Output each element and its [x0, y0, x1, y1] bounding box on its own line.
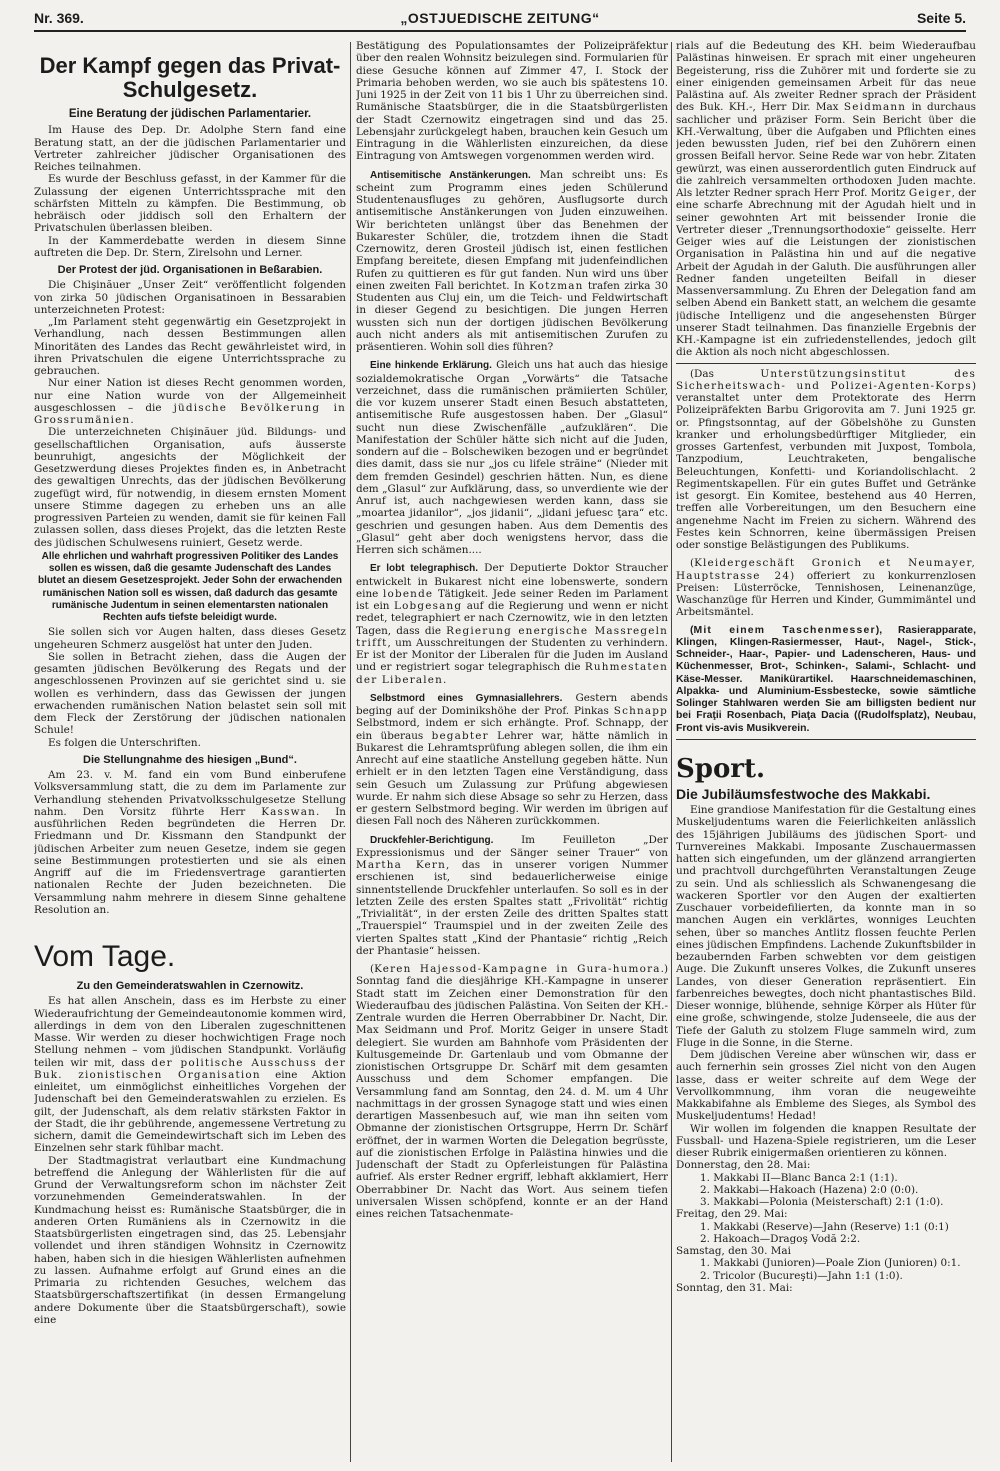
- spaced-text: Kotzman: [529, 279, 584, 292]
- spaced-text: Ruhmestaten der Liberalen: [356, 661, 668, 686]
- paragraph: [356, 562, 668, 686]
- section-title-sport: Sport.: [676, 753, 766, 784]
- column-3: [676, 40, 976, 1465]
- text-run: , das in unserer vorigen Nummer erschienen ist, sind bedauerlicherweise einige sinnentstellende Druckfehler unterlaufen. So soll es in der letzten Zeile des ersten Spaltes statt „Frivolität“ richtig „Trivialität“, in der ersten Zeile des dritten Spaltes statt „Trauerspiel“ Traumspiel und in der zweiten Zeile des vierten Spaltes statt „Kind der Phantasie“ richtig „Reich der Phantasie“ heissen.: [356, 859, 668, 957]
- paragraph: [356, 692, 668, 828]
- spaced-text: jüdische Bevölkerung in Grossrumänien: [34, 401, 346, 426]
- paragraph: [34, 769, 346, 916]
- text-run: Am 23. v. M. fand ein vom Bund einberufene Volksversammlung statt, die zu dem im Parlamente zur Verhandlung stehenden Privatvolksschulgesetze Stellung nahm. Den Vorsitz führte Herr: [34, 769, 346, 818]
- text-run: trafen zirka 30 Studenten aus Cluj ein, um die Teich- und Feldwirtschaft in dieser Gegend zu besichtigen. Die jungen Herren wussten sich nun der dortigen jüdischen Bevölkerung auch nicht anders als mit antisemitischen Zurufen zu präsentieren. Wohin soll dies führen?: [356, 279, 668, 353]
- paragraph: Sie sollen sich vor Augen halten, dass dieses Gesetz ungeheuren Schmerz ausgelöst hat unter den Juden.: [34, 626, 346, 651]
- text-run: (: [690, 624, 694, 636]
- paragraph: Sie sollen in Betracht ziehen, dass die Augen der gesamten jüdischen Bevölkerung des Regats und der angeschlossenen Provinzen auf sie gerichtet sind u. sie wollen es verhindern, dass das Gewissen der jungen erwachenden rumänischen Nation belastet sein soll mit dem Fleck der Zerstörung der jüdischen nationalen Schule!: [34, 650, 346, 737]
- paragraph: Es wurde der Beschluss gefasst, in der Kammer für die Zulassung der eigenen Unterrichtssprache mit den schärfsten Mitteln zu kämpfen. Die Bestimmung, ob hebräisch oder jiddisch soll den Erhaltern der Privatschulen überlassen bleiben.: [34, 173, 346, 235]
- paragraph: Im Hause des Dep. Dr. Adolphe Stern fand eine Beratung statt, an der die jüdischen Parlamentarier und Vertreter zahlreicher jüdischer Organisationen des Reiches teilnahmen.: [34, 124, 346, 173]
- text-run: Nur einer Nation ist dieses Recht genommen worden, nur eine Nation wurde von der Allgemeinheit ausgeschlossen – die: [34, 377, 346, 414]
- divider: [676, 363, 976, 364]
- text-run: , um Ausschreitungen der Studenten zu verhindern. Er ist der Monitor der Liberalen für die Juden im Ausland und er registriert sogar telegraphisch die: [356, 636, 668, 674]
- match-results: [676, 1159, 976, 1294]
- spaced-text: lobende: [383, 587, 434, 600]
- paragraph: [34, 995, 346, 1154]
- spaced-text: Kasswan: [261, 805, 316, 818]
- match-result: 2. Makkabi—Hakoach (Hazena) 2:0 (0:0).: [700, 1183, 919, 1196]
- match-result: 3. Makkabi—Polonia (Meisterschaft) 2:1 (1:0).: [700, 1196, 944, 1208]
- article-subheadline: Eine Beratung der jüdischen Parlamentarier.: [68, 108, 312, 120]
- paragraph: [676, 40, 976, 359]
- spaced-text: Seidmann: [843, 101, 907, 114]
- article-headline: Der Kampf gegen das Privat-Schulgesetz.: [39, 53, 341, 102]
- text-run: , der eine scharfe Abrechnung mit der Agudah hielt und in seiner gewohnten Art mit beissender Ironie die Vertreter dieser „Trennungsorthodoxie“ geisselte. Herr Geiger wies auf die Leistungen der zionistischen Organisation in Palästina hin und auf die negative Arbeit der Agudah in der Galuth. Die ausführungen aller Redner fanden ungeteilten Beifall in dieser Massenversammlung. Zu Ehren der Delegation fand am selben Abend ein Bankett statt, an welchem die gesamte jüdische Intelligenz und die angesehensten Bürger unserer Stadt teilnahmen. Das finanzielle Ergebnis der KH.-Kampagne ist ein zufriedenstellendes, jedoch gilt die Aktion als noch nicht abgeschlossen.: [676, 187, 976, 359]
- spaced-text: Mit einem Taschenmesser: [693, 624, 876, 636]
- text-run: rials auf die Bedeutung des KH. beim Wiederaufbau Palästinas hinweisen. Er sprach mit einer ungeheuren Begeisterung, riss die Zuhörer mit und forderte sie zu einer einigenden gemeinsamen Arbeit für das neue Palästina auf. Als zweiter Redner sprach der Präsident des Buk. KH.-, Herr Dir. Max: [676, 40, 976, 114]
- column-rule: [671, 42, 672, 1462]
- issue-number: Nr. 369.: [34, 10, 84, 26]
- paragraph: Die Chişinăuer „Unser Zeit“ veröffentlicht folgenden von zirka 50 jüdischen Organisatinoen in Bessarabien unterzeichneten Protest:: [34, 279, 346, 316]
- paragraph: [356, 359, 668, 556]
- column-1: [34, 40, 346, 1465]
- text-run: Der Deputierte Doktor Straucher entwickelt in Bukarest nicht eine lobenswerte, sondern eine: [356, 562, 668, 600]
- paragraph: [356, 169, 668, 354]
- paragraph: „Im Parlament steht gegenwärtig ein Gesetzprojekt in Verhandlung, nach dessen Bestimmungen allen Minoritäten des Landes das Recht gewährleistet wird, in ihren Privatschulen die eigene Unterrichtssprache zu gebrauchen.: [34, 316, 346, 377]
- bold-paragraph: Alle ehrlichen und wahrhaft progressiven Politiker des Landes sollen es wissen, daß die gesamte Judenschaft des Landes blutet an diesem Gesetzesprojekt. Jeder Sohn der erwachenden rumänischen Nation soll es wissen, daß dadurch das gesamte rumänische Judentum in seinen elementarsten nationalen Rechten aufs tiefste beleidigt wurde.: [38, 550, 342, 623]
- spaced-text: Unterstützungsinstitut des Sicherheitswach- und Polizei-Agenten-Korps: [676, 367, 976, 392]
- spaced-text: Martha Kern: [356, 859, 446, 871]
- match-result: 2. Hakoach—Dragoş Vodă 2:2.: [700, 1232, 861, 1245]
- paragraph: [34, 377, 346, 426]
- section-heading: Der Protest der jüd. Organisationen in Beßarabien.: [57, 264, 323, 276]
- match-day: Freitag, den 29. Mai:: [676, 1208, 788, 1221]
- paragraph: Eine grandiose Manifestation für die Gestaltung eines Muskeljudentums waren die Feierlichkeiten anlässlich des 15jährigen Jubiläums des jüdischen Sport- und Turnvereines Makkabi. Imposante Zuschauermassen hatten sich eingefunden, um der glänzend arrangierten und prachtvoll durchgeführten Veranstaltungen Zeuge zu sein. Und als schliesslich als Schwanengesang die wackeren Sportler vor den Augen der exaltierten Zuschauer vorbeidefilierten, da konnte man in so manchen Augen ein verklärtes, wonniges Leuchten sehen, über so manches Antlitz flossen feuchte Perlen eines jüdischen Empfindens. Lachende Zukunftsbilder in bezaubernden Farben schwebten vor dem geistigen Auge. Die Zukunft unseres Volkes, die Zukunft unseres Landes, von dieser Generation repräsentiert. Ein farbenreiches bewegtes, doch nicht phantastisches Bild. Dieser wonnige, blühende, sehnige Körper als Hüter für eine große, schwingende, stolze Judenseele, die aus der Tiefe der Galuth zu stolzem Fluge sammeln wird, zum Fluge in die Sonne, in die Sterne.: [676, 804, 976, 1049]
- match-day: Sonntag, den 31. Mai:: [676, 1281, 793, 1294]
- spaced-text: begabter: [431, 729, 489, 742]
- spaced-text: Schnapp: [613, 705, 668, 717]
- match-result: 2. Tricolor (Bucureşti)—Jahn 1:1 (1:0).: [700, 1269, 903, 1282]
- article-headline: Die Jubiläumsfestwoche des Makkabi.: [676, 785, 931, 802]
- text-run: . In ausführlichen Reden begründeten die Herren Dr. Friedmann und Dr. Kissmann den Standpunkt der jüdischen Arbeiter zum neuen Gesetze, indem sie gegen seine Bestimmungen protestierten und sie als einen Angriff auf die im Friedensvertrage garantierten nationalen Rechte der Juden bezeichneten. Die Versammlung nahm mehrere in diesem Sinne gehaltene Resolution an.: [34, 805, 346, 916]
- paragraph: Es folgen die Unterschriften.: [48, 736, 201, 749]
- match-day: Donnerstag, den 28. Mai:: [676, 1159, 811, 1172]
- lead-in: Antisemitische Anstänkerungen.: [370, 169, 531, 181]
- spaced-text: der politische Ausschuss der Buk. zionistischen Organisation: [34, 1056, 346, 1081]
- text-run: auf die Regierung und wenn er nicht redet, telegraphiert er nach Czernowitz, wie in den letzten Tagen, dass die: [356, 600, 668, 637]
- paragraph: In der Kammerdebatte werden in diesem Sinne auftreten die Dep. Dr. Stern, Zirelsohn und Lerner.: [34, 234, 346, 259]
- match-day: Samstag, den 30. Mai: [676, 1245, 791, 1257]
- paragraph: Dem jüdischen Vereine aber wünschen wir, dass er auch fernerhin sein grosses Ziel nicht von den Augen lasse, dass er weiter schreite auf dem Wege der Vervollkommnung, ihm voran die neugeweihte Makkabifahne als Embleme des Sieges, als Symbol des Muskeljudentums! Hedad!: [676, 1049, 976, 1123]
- section-heading: Zu den Gemeinderatswahlen in Czernowitz.: [76, 980, 304, 992]
- column-rule: [350, 42, 351, 1462]
- lead-in: Eine hinkende Erklärung.: [370, 360, 492, 372]
- advertisement: [676, 625, 976, 735]
- text-run: .: [443, 673, 447, 686]
- text-run: Man schreibt uns: Es scheint zum Programm eines jeden Schülerund Studentenausfluges zu gehören, Ausflugsorte durch antisemitische Anstänkerungen von Juden einzuweihen. Wir berichteten unlängst über das Benehmen der Bukarester Schüler, die, trotzdem ihnen die Stadt Czernowitz, deren Grosteil jüdisch ist, einen festlichen Empfang bereitete, diesen Empfang mit judenfeindlichen Rufen zu quittieren es für gut fanden. Nun wird uns über einen zweiten Fall berichtet. In: [356, 168, 668, 292]
- text-run: Selbstmord, indem er sich erhängte. Prof. Schnapp, der ein überaus: [356, 717, 668, 742]
- paragraph: [676, 557, 976, 618]
- text-run: Gestern abends beging auf der Dominikshöhe der Prof. Pinkas: [356, 691, 668, 717]
- paragraph: Der Stadtmagistrat verlautbart eine Kundmachung betreffend die Anlegung der Wählerlisten für die auf Grund der Verwaltungsreform schon im nächster Zeit vorzunehmenden Gemeinderatswahlen. In der Kundmachung heisst es: Rumänische Staatsbürger, die in anderen Orten Rumäniens als in Czernowitz in die Staatsbürgerlisten eingetragen sind, das 25. Lebensjahr vollendet und ihren ständigen Wohnsitz in Czernowitz haben, haben sich in die hiesigen Wählerlisten aufnehmen zu lassen. Aufnahme erfolgt auf Grund eines an die Primaria zu richtenden Gesuches, welchem das Staatsbürgerschaftszertifikat (in dessen Ermangelung andere Dokumente über die Staatsbürgerschaft), sowie eine: [34, 1154, 346, 1326]
- spaced-text: Keren Hajessod-Kampagne in Gura-humora: [374, 963, 661, 975]
- text-run: Im Feuilleton „Der Expressionismus und der Sänger seiner Trauer“ von: [356, 833, 668, 859]
- paragraph: [356, 963, 668, 1220]
- page-number: Seite 5.: [916, 10, 966, 26]
- text-run: (: [690, 557, 695, 570]
- spaced-text: Kleidergeschäft Gronich et Neumayer, Hauptstrasse 24: [676, 557, 976, 582]
- lead-in: Selbstmord eines Gymnasiallehrers.: [370, 692, 563, 704]
- text-run: (Das: [690, 367, 761, 380]
- section-heading: Die Stellungnahme des hiesigen „Bund“.: [83, 753, 297, 766]
- spaced-text: Geiger: [908, 187, 952, 199]
- text-run: .) Sonntag fand die diesjährige KH.-Kampagne in unserer Stadt statt im Zeichen einer Demonstration für den Wiederaufbau des jüdischen Palästina. Von Seiten der KH.-Zentrale wurden die Herren Oberrabbiner Dr. Nacht, Dir. Max Seidmann und Prof. Moritz Geiger in unsere Stadt delegiert. Sie wurden am Bahnhofe vom Präsidenten der Kultusgemeinde Dr. Gartenlaub und vom Obmanne der zionistischen Ortsgruppe Dr. Schärf mit dem gesamten Ausschuss und dem Schomer empfangen. Die Versammlung fand am Sonntag, den 24. d. M. um 4 Uhr nachmittags in der grossen Synagoge statt und wies einen derartigen Massenbesuch auf, wie man ihn seiten vom Obmanne der zionistischen Ortsgruppe, Herrn Dr. Schärf eröffnet, der in warmen Worten die Delegation begrüsste, auf die zionistischen Erfolge in Palästina hinwies und die Judenschaft der Stadt zu Opferleistungen für Palästina aufrief. Als erster Redner ergriff, lebhaft akklamiert, Herr Oberrabbiner Dr. Nacht das Wort. Aus seinem tiefen universalen Wissen schöpfend, konnte er an der Hand eines reichen Tatsachenmate-: [356, 963, 668, 1220]
- lead-in: Er lobt telegraphisch.: [370, 563, 478, 575]
- paragraph: Die unterzeichneten Chişinăuer jüd. Bildungs- und gesellschaftlichen Organisation, aufs äusserste beunruhigt, angesichts der Möglichkeit der Gesetzwerdung dieses Projektes finden es, in Anbetracht des gewaltigen Unrechts, das der jüdischen Bevölkerung zugefügt wird, für notwendig, in diesem ernsten Moment unsere Stimme dagegen zu erheben uns an alle progressiven Parteien zu wenden, damit sie für keinen Fall zulassen sollen, dass dieses Projekt, das die letzten Reste des jüdischen Schulwesens ruiniert, Gesetz werde.: [34, 426, 346, 549]
- paragraph: [676, 368, 976, 552]
- text-run: Lehrer war, hätte nämlich in Bukarest die Lehramtsprüfung ablegen sollen, die ihm ein Anrecht auf eine staatliche Anstellung gegeben hätte. Nun erhielt er in den letzten Tagen eine Verständigung, dass sein Gesuch um Zulassung zur Prüfung abgewiesen wurde. Er nahm sich diese Absage so sehr zu Herzen, dass er gestern Selbstmord beging. Wir werden im übrigen auf diesen Fall noch des Näheren zurückkommen.: [356, 729, 668, 828]
- text-run: (: [370, 963, 375, 975]
- text-run: .: [130, 414, 134, 426]
- text-run: ) offeriert zu konkurrenzlosen Preisen: Lüsterröcke, Tennishosen, Leinenanzüge, Waschanzüge für Herren und Kinder, Gummimäntel und Arbeitsmäntel.: [676, 569, 976, 619]
- match-result: 1. Makkabi (Reserve)—Jahn (Reserve) 1:1 (0:1): [700, 1220, 949, 1233]
- page-header: [34, 6, 966, 32]
- spaced-text: Regierung energische Massregeln trifft: [356, 624, 668, 649]
- text-run: in durchaus sachlicher und präziser Form. Sein Bericht über die KH.-Verwaltung, über die Aufgaben und Pflichten eines jeden bewussten Juden, rief bei den Zuhörern einen grossen Beifall hervor. Seine Rede war von hebr. Zitaten gewürzt, was einen ausserordentlich guten Eindruck auf die zahlreich versammelten orthodoxen Juden machte. Als letzter Redner sprach Herr Prof. Moritz: [676, 101, 976, 199]
- text-run: Tätigkeit. Jede seiner Reden im Parlament ist ein: [356, 587, 668, 612]
- match-result: 1. Makkabi II—Blanc Banca 2:1 (1:1).: [700, 1171, 898, 1184]
- text-run: Gleich uns hat auch das hiesige sozialdemokratische Organ „Vorwärts“ die Tatsache verzeichnet, dass die rumänischen prämiierten Schüler, die vor kuzem unserer Stadt einen Besuch abstatteten, antisemitische Rufe ausgestossen haben. Der „Glasul“ sucht nun diese Zwischenfälle „aufzuklären“. Die Manifestation der Schüler hätte sich nicht auf die Juden, sondern auf die – Bolschewiken bezogen und er begründet dies damit, dass sie nur „jos cu lifele străine“ (Nieder mit dem fremden Gesindel) geschrien hätten. Nun, es diene dem „Glasul“ zur Aufklärung, dass, so unverdiente wie der Anruf ist, auch nachgewiesen werden kann, dass sie „moartea jidanilor“, „jos jidanii“, „jidani jefuesc ţara“ etc. geschrien und gesungen haben. Aus dem Dementis des „Glasul“ geht aber doch wenigstens hervor, dass die Herren sich schämen....: [356, 359, 668, 556]
- divider: [676, 739, 976, 740]
- paragraph: Bestätigung des Populationsamtes der Polizeipräfektur über den realen Wohnsitz beizulegen sind. Formularien für diese Gesuche können auf Zimmer 47, I. Stock der Primaria behoben werden, wo sie auch bis spätestens 10. Juni 1925 in der Zeit von 11 bis 1 Uhr zu überreichen sind. Rumänische Staatsbürger, die in die Staatsbürgerlisten der Stadt Czernowitz eingetragen sind und das 25. Lebensjahr zurückgelegt haben, brauchen kein Gesuch um Eintragung in die Wählerlisten einzureichen, da diese Eintragung von Amtswegen vorgenommen werden wird.: [356, 40, 668, 163]
- text-run: ), Rasierapparate, Klingen, Klingen-Rasiermesser, Haut-, Nagel-, Stick-, Schneider-, Haar-, Papier- und Ladenscheren, Haus- und Küchenmesser, Brot-, Schinken-, Salami-, Schlacht- und Käse-Messer. Manikürartikel. Haarschneidemaschinen, Alpakka- und Aluminium-Essbestecke, sowie sämtliche Solinger Stahlwaren werden Sie am billigsten bedient nur bei Fraţii Rosenbach, Piaţa Dacia ((Rudolfsplatz), Neubau, Front vis-avis Musikverein.: [676, 624, 976, 734]
- column-2: [356, 40, 668, 1465]
- paragraph: Wir wollen im folgenden die knappen Resultate der Fussball- und Hazena-Spiele registrieren, um die Leser dieser Rubrik einigermaßen orientieren zu können.: [676, 1122, 976, 1159]
- newspaper-title: „OSTJUEDISCHE ZEITUNG“: [400, 10, 600, 26]
- spaced-text: Lobgesang: [394, 600, 463, 612]
- section-title-vom-tage: Vom Tage.: [34, 940, 176, 973]
- text-run: eine Aktion einleitet, um einmöglichst einheitliches Vorgehen der Judenschaft bei den Gemeinderatswahlen zu erzielen. Es gilt, der Judenschaft, als dem relativ stärksten Faktor in der Stadt, die ihr gebührende, angemessene Vertretung zu sichern, damit die Gemeindewirtschaft sich im Leben des Einzelnen sehr stark fühlbar macht.: [34, 1068, 346, 1155]
- lead-in: Druckfehler-Berichtigung.: [370, 834, 494, 846]
- paragraph: [356, 834, 668, 958]
- match-result: 1. Makkabi (Junioren)—Poale Zion (Junioren) 0:1.: [700, 1257, 961, 1270]
- text-run: Es hat allen Anschein, dass es im Herbste zu einer Wiederaufrichtung der Gemeindeautonomie kommen wird, allerdings in dem von den Liberalen zugeschnittenen Masse. Wir werden zu dieser hochwichtigen Frage noch Stellung nehmen – vom jüdischen Standpunkt. Vorläufig teilen wir mit, dass: [34, 995, 346, 1069]
- text-run: ) veranstaltet unter dem Protektorate des Herrn Polizeipräfekten Barbu Grigorovita am 7. Juni 1925 gr. or. Pfingstsonntag, auf der Göbelshöhe zu Gunsten kranker und erholungsbedürftiger Mitglieder, ein grosses Gartenfest, verbunden mit Juxpost, Tombola, Tanzpodium, Leuchtraketen, bengalische Beleuchtungen, Konfetti- und Koriandolischlacht. 2 Regimentskapellen. Für ein gutes Buffet und Getränke ist gesorgt. Ein Komitee, bestehend aus 40 Herren, treffen alle Vorbereitungen, um den Besuchern eine angenehme Nacht im Freien zu sichern. Während des Festes kein Schnorren, keine übermässigen Preisen oder sonstige Belästigungen des Publikums.: [676, 379, 976, 551]
